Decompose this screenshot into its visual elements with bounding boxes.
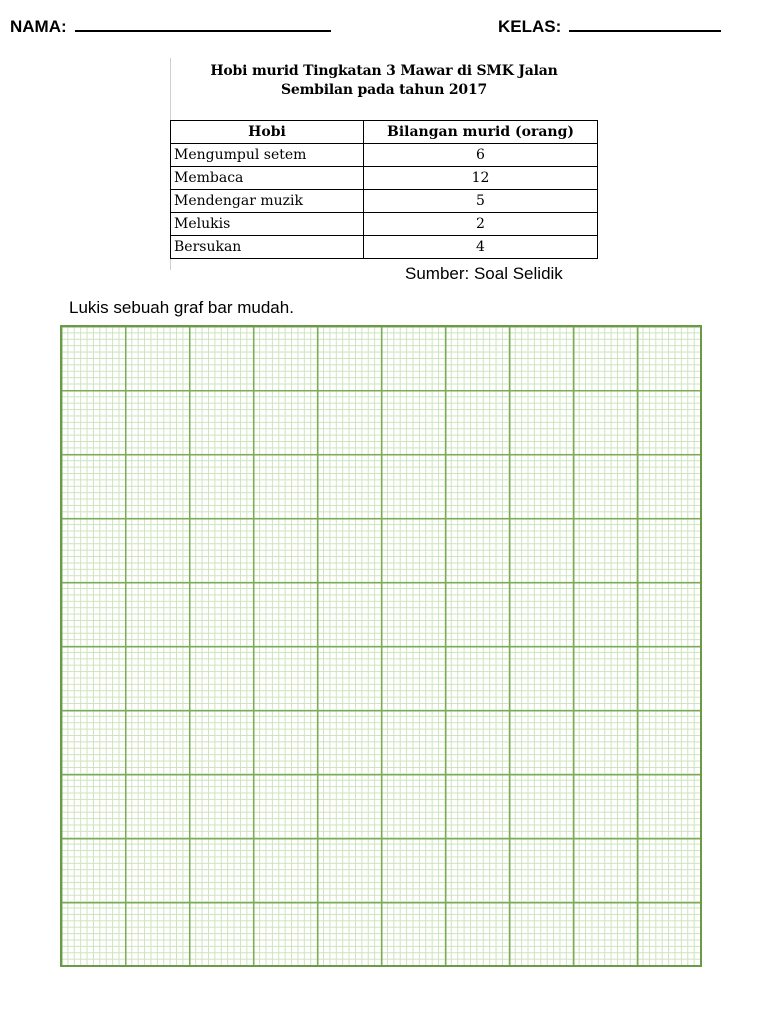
- hobi-cell: Bersukan: [171, 236, 364, 259]
- table-row: [171, 144, 598, 167]
- column-header-hobi: Hobi: [171, 121, 364, 144]
- table-row: [171, 167, 598, 190]
- count-cell: 5: [364, 190, 598, 213]
- table-title: [170, 62, 598, 100]
- graph-paper-grid[interactable]: [60, 325, 702, 967]
- count-cell: 4: [364, 236, 598, 259]
- class-field: [498, 17, 721, 37]
- count-cell: 12: [364, 167, 598, 190]
- name-blank-line[interactable]: [75, 18, 331, 32]
- hobby-table: [170, 120, 598, 259]
- hobby-table-figure: [170, 58, 600, 255]
- table-header-row: [171, 121, 598, 144]
- column-header-count: Bilangan murid (orang): [364, 121, 598, 144]
- hobi-cell: Melukis: [171, 213, 364, 236]
- name-label: NAMA:: [10, 17, 67, 36]
- source-note: Sumber: Soal Selidik: [405, 264, 563, 283]
- instruction-text: Lukis sebuah graf bar mudah.: [69, 298, 294, 317]
- hobi-cell: Mengumpul setem: [171, 144, 364, 167]
- count-cell: 2: [364, 213, 598, 236]
- name-field: [10, 17, 331, 37]
- hobi-cell: Membaca: [171, 167, 364, 190]
- table-row: [171, 213, 598, 236]
- table-title-line-2: Sembilan pada tahun 2017: [280, 82, 488, 98]
- count-cell: 6: [364, 144, 598, 167]
- table-title-line-1: Hobi murid Tingkatan 3 Mawar di SMK Jalan: [210, 63, 558, 79]
- table-row: [171, 190, 598, 213]
- class-blank-line[interactable]: [569, 18, 721, 32]
- hobi-cell: Mendengar muzik: [171, 190, 364, 213]
- class-label: KELAS:: [498, 17, 562, 36]
- table-row: [171, 236, 598, 259]
